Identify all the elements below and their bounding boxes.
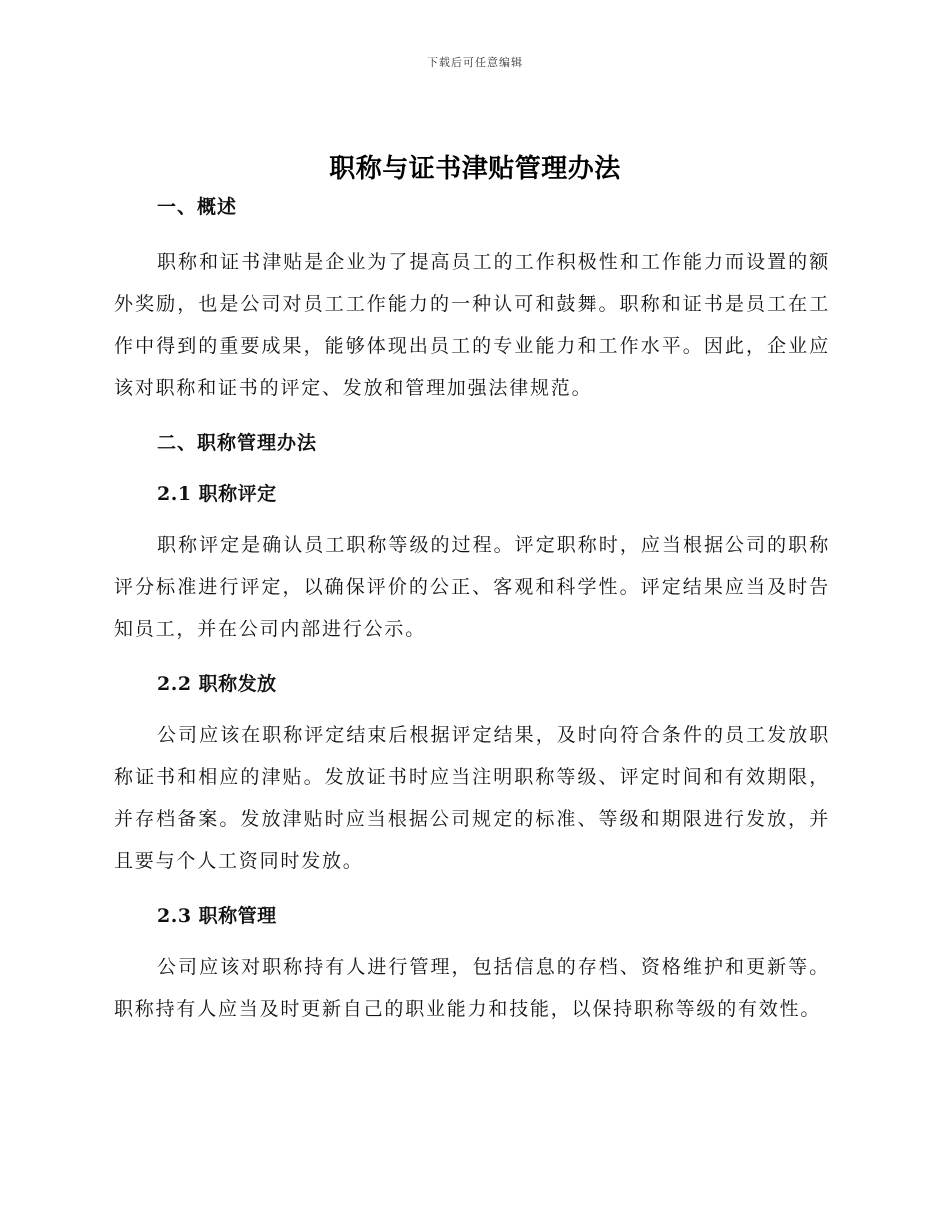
paragraph-issuance: 公司应该在职称评定结束后根据评定结果，及时向符合条件的员工发放职称证书和相应的津贴。发放证书时应当注明职称等级、评定时间和有效期限，并存档备案。发放津贴时应当根据公司规定的标准、等级和期限进行发放，并且要与个人工资同时发放。 <box>114 724 830 872</box>
subsection-heading-evaluation: 2.1 职称评定 <box>157 483 277 505</box>
subsection-heading-issuance: 2.2 职称发放 <box>157 673 277 695</box>
paragraph-evaluation: 职称评定是确认员工职称等级的过程。评定职称时，应当根据公司的职称评分标准进行评定，以确保评价的公正、客观和科学性。评定结果应当及时告知员工，并在公司内部进行公示。 <box>114 534 830 640</box>
subsection-heading-management: 2.3 职称管理 <box>157 905 277 927</box>
section-heading-overview: 一、概述 <box>157 196 238 218</box>
header-note: 下载后可任意编辑 <box>427 56 523 69</box>
document-title: 职称与证书津贴管理办法 <box>329 154 621 184</box>
section-heading-title-management: 二、职称管理办法 <box>157 432 318 454</box>
document-body <box>114 191 830 1030</box>
paragraph-management: 公司应该对职称持有人进行管理，包括信息的存档、资格维护和更新等。职称持有人应当及时更新自己的职业能力和技能，以保持职称等级的有效性。 <box>114 956 830 1020</box>
paragraph-overview: 职称和证书津贴是企业为了提高员工的工作积极性和工作能力而设置的额外奖励，也是公司对员工工作能力的一种认可和鼓舞。职称和证书是员工在工作中得到的重要成果，能够体现出员工的专业能力和工作水平。因此，企业应该对职称和证书的评定、发放和管理加强法律规范。 <box>114 251 830 399</box>
